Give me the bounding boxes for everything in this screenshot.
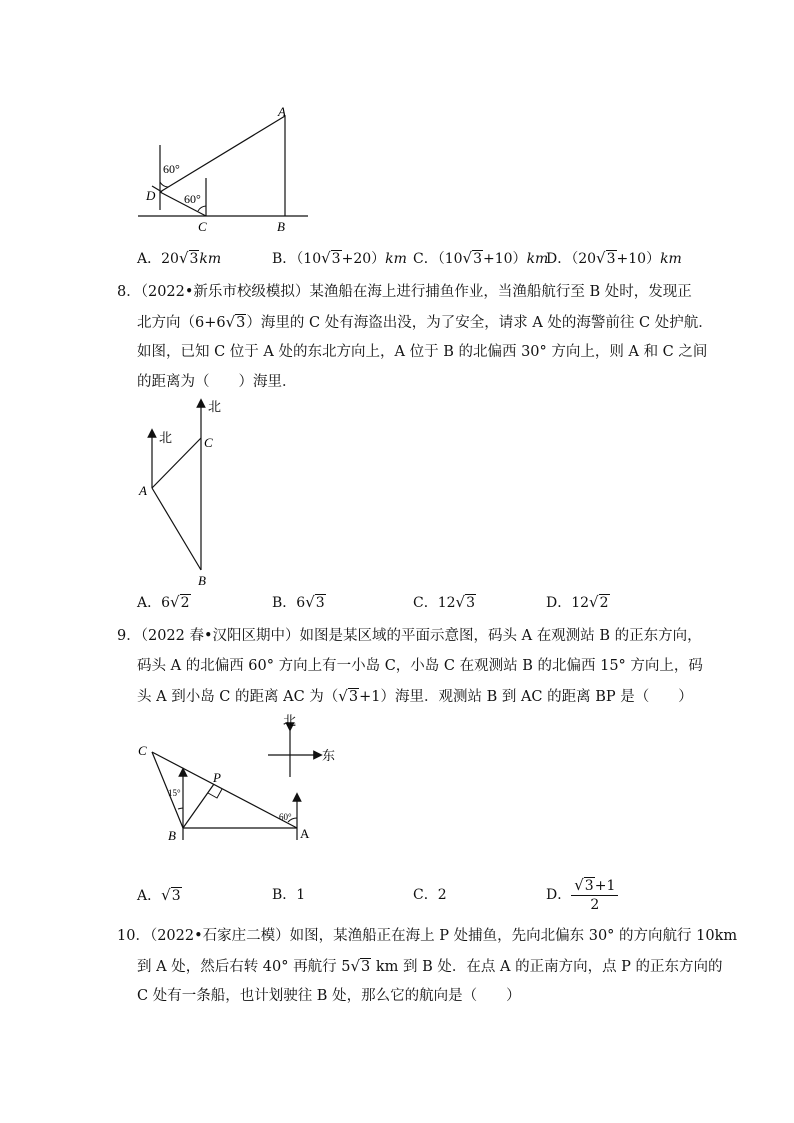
q8-option-c[interactable]: C．12√3 xyxy=(413,593,476,611)
q8-figure xyxy=(130,395,240,590)
q8-line-2: 北方向（6+6√3）海里的 C 处有海盗出没，为了安全，请求 A 处的海警前往 C 处护航． xyxy=(137,313,713,331)
fig8-north-right: 北 xyxy=(208,399,222,414)
q7-figure xyxy=(130,100,320,235)
q7-option-c[interactable]: C．（10√3+10）km xyxy=(413,249,549,267)
sqrt-symbol: √2 xyxy=(589,593,609,611)
fig9-east: 东 xyxy=(322,748,336,763)
fig7-label-D: D xyxy=(146,188,156,203)
fig9-label-C: C xyxy=(138,743,147,758)
sqrt-symbol: √2 xyxy=(170,593,190,611)
q9-figure xyxy=(130,712,350,872)
q10-line-3: C 处有一条船，也计划驶往 B 处，那么它的航向是（ ） xyxy=(137,988,521,1004)
sqrt-symbol: √3 xyxy=(462,249,483,267)
fig9-label-A: A xyxy=(300,826,310,841)
sqrt-symbol: √3 xyxy=(161,886,181,904)
q8-option-b[interactable]: B．6√3 xyxy=(272,593,325,611)
sqrt-symbol: √3 xyxy=(350,957,371,975)
q8-line-1: 8．（2022•新乐市校级模拟）某渔船在海上进行捕鱼作业，当渔船航行至 B 处时，发现正 xyxy=(117,284,692,300)
q10-line-2: 到 A 处，然后右转 40° 再航行 5√3 km 到 B 处．在点 A 的正南方向，点 P 的正东方向的 xyxy=(137,957,723,975)
q7-option-a[interactable]: A．20√3km xyxy=(137,249,222,267)
q10-line-1: 10．（2022•石家庄二模）如图，某渔船正在海上 P 处捕鱼，先向北偏东 30° 的方向航行 10km xyxy=(117,928,738,944)
q8-option-a[interactable]: A．6√2 xyxy=(137,593,190,611)
q9-option-a[interactable]: A．√3 xyxy=(137,886,181,904)
sqrt-symbol: √3 xyxy=(305,593,325,611)
q9-line-1: 9．（2022 春•汉阳区期中）如图是某区域的平面示意图，码头 A 在观测站 B 的正东方向， xyxy=(117,628,702,644)
fig9-label-B: B xyxy=(168,828,176,843)
sqrt-symbol: √3 xyxy=(574,876,594,894)
fig7-angle-60-top: 60° xyxy=(163,162,180,176)
fig8-label-A: A xyxy=(139,483,147,498)
fig8-north-left: 北 xyxy=(159,430,173,445)
q9-option-b[interactable]: B．1 xyxy=(272,887,306,903)
fig7-label-B: B xyxy=(277,219,285,234)
fig8-label-C: C xyxy=(204,435,213,450)
q9-line-2: 码头 A 的北偏西 60° 方向上有一小岛 C，小岛 C 在观测站 B 的北偏西 15° 方向上，码 xyxy=(137,658,703,674)
sqrt-symbol: √3 xyxy=(455,593,476,611)
sqrt-symbol: √3 xyxy=(225,313,246,331)
fig7-angle-60-bottom: 60° xyxy=(184,192,201,206)
fig9-angle-60: 60° xyxy=(279,812,292,822)
sqrt-symbol: √3 xyxy=(596,249,616,267)
q9-option-c[interactable]: C．2 xyxy=(413,887,447,903)
fig7-label-C: C xyxy=(198,219,207,234)
fig9-label-P: P xyxy=(213,770,221,785)
q8-line-4: 的距离为（ ）海里． xyxy=(137,374,297,390)
fig9-north: 北 xyxy=(283,713,297,728)
sqrt-symbol: √3 xyxy=(338,687,359,705)
fraction: $\frac{√3+1}{2}$ xyxy=(571,876,618,914)
q9-line-3: 头 A 到小岛 C 的距离 AC 为（√3+1）海里．观测站 B 到 AC 的距离 BP 是（ ） xyxy=(137,687,693,705)
sqrt-symbol: √3 xyxy=(321,249,341,267)
q7-option-d[interactable]: D．（20√3+10）km xyxy=(546,249,682,267)
sqrt-symbol: √3 xyxy=(178,249,199,267)
q7-option-b[interactable]: B．（10√3+20）km xyxy=(272,249,407,267)
q9-option-d[interactable]: D． $\frac{√3+1}{2}$ xyxy=(546,876,618,914)
fig7-label-A: A xyxy=(278,104,286,119)
q8-line-3: 如图，已知 C 位于 A 处的东北方向上，A 位于 B 的北偏西 30° 方向上，则 A 和 C 之间 xyxy=(137,344,708,360)
fig8-label-B: B xyxy=(198,573,206,588)
q8-option-d[interactable]: D．12√2 xyxy=(546,593,609,611)
fig9-angle-15: 15° xyxy=(168,788,181,798)
